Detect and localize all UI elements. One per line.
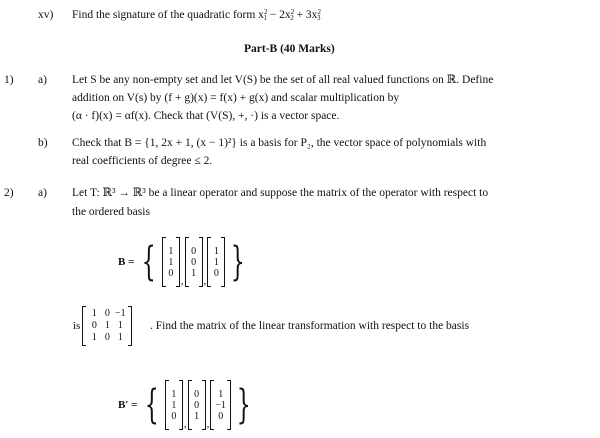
q2a-line-2: the ordered basis (72, 206, 150, 218)
right-brace: } (231, 239, 246, 285)
basis-b-label: B = (118, 255, 135, 268)
section-title: Part-B (40 Marks) (244, 43, 335, 55)
basis-b-prime: B′ = { 1 1 0 , 0 0 1 , 1 −1 0 } (118, 382, 251, 430)
question-xv (38, 10, 53, 22)
basis-vector: 1 1 0 (171, 388, 177, 422)
left-brace: { (142, 239, 157, 285)
subquestion-label: a) (38, 187, 47, 199)
basis-b: B = { 1 1 0 , 0 0 1 , 1 1 0 } (118, 239, 246, 287)
question-number: 2) (4, 187, 14, 199)
q1a-line-3: (α · f)(x) = αf(x). Check that (V(S), +, ·) is a vector space. (72, 110, 340, 122)
basis-vector: 0 0 1 (191, 245, 197, 279)
is-label: is (73, 319, 81, 332)
q1b-line-1: Check that B = {1, 2x + 1, (x − 1)²} is a basis for P₂, the vector space of polynomials with (72, 137, 487, 149)
matrix-grid: 1 0 −1 0 1 1 1 0 1 (91, 308, 126, 343)
q1b-line-2: real coefficients of degree ≤ 2. (72, 155, 213, 167)
basis-vector: 1 −1 0 (215, 388, 227, 422)
basis-vector: 0 0 1 (194, 388, 200, 422)
question-xv-text: Find the signature of the quadratic form $x^2_1 - 2x^2_2 + 3x^2_3$ (72, 8, 321, 22)
right-brace: } (236, 382, 251, 428)
q1a-line-2: addition on V(s) by (f + g)(x) = f(x) + g(x) and scalar multiplication by (72, 92, 400, 104)
subquestion-label: b) (38, 137, 48, 149)
question-number: xv) (38, 9, 54, 21)
left-brace: { (145, 382, 160, 428)
basis-vector: 1 1 0 (213, 245, 219, 279)
q1a-line-1: Let S be any non-empty set and let V(S) be the set of all real valued functions on ℝ. Define (72, 74, 494, 86)
q2a-line-1: Let T: ℝ³ → ℝ³ be a linear operator and suppose the matrix of the operator with respect to (72, 187, 489, 199)
q2a-line-3: . Find the matrix of the linear transformation with respect to the basis (150, 320, 470, 332)
operator-matrix (73, 306, 132, 346)
basis-bp-label: B′ = (118, 398, 138, 411)
basis-vector: 1 1 0 (168, 245, 174, 279)
question-number: 1) (4, 74, 14, 86)
subquestion-label: a) (38, 74, 47, 86)
